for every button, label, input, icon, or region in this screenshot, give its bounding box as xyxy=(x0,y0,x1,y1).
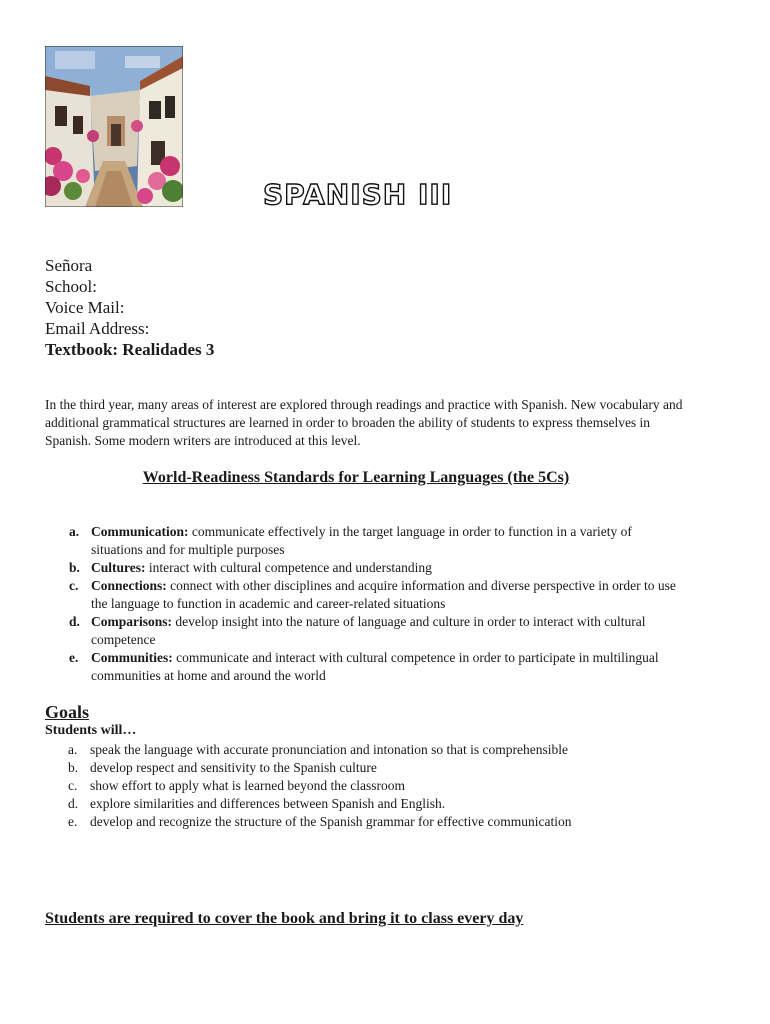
school-label: School: xyxy=(45,277,97,296)
goal-item xyxy=(45,813,725,831)
goal-marker: d. xyxy=(68,796,79,811)
standard-term: Connections: xyxy=(91,578,167,593)
standard-marker: c. xyxy=(69,578,79,593)
standard-term: Comparisons: xyxy=(91,614,173,629)
standard-item xyxy=(45,613,685,649)
goals-lead: Students will… xyxy=(45,723,137,738)
standard-term: Cultures: xyxy=(91,560,146,575)
goal-item xyxy=(45,759,725,777)
page-title: SPANISH III xyxy=(263,178,453,211)
goal-marker: e. xyxy=(68,814,78,829)
goal-marker: c. xyxy=(68,778,78,793)
goal-item xyxy=(45,741,725,759)
standard-marker: d. xyxy=(69,614,80,629)
standard-text: interact with cultural competence and understanding xyxy=(148,560,432,575)
goal-marker: a. xyxy=(68,742,78,757)
standard-marker: a. xyxy=(69,524,80,539)
standard-term: Communities: xyxy=(91,650,173,665)
cover-painting-image xyxy=(45,46,183,207)
standards-heading: World-Readiness Standards for Learning Languages (the 5Cs) xyxy=(142,469,570,486)
standard-item xyxy=(45,649,685,685)
standard-text: communicate effectively in the target language in order to function in a variety of situations and for multiple purposes xyxy=(91,524,632,557)
goals-heading: Goals xyxy=(45,702,90,722)
standard-item xyxy=(45,523,685,559)
senora-label: Señora xyxy=(45,256,93,275)
goal-marker: b. xyxy=(68,760,79,775)
standard-marker: e. xyxy=(69,650,79,665)
book-requirement-note: Students are required to cover the book and bring it to class every day xyxy=(45,910,524,927)
contact-block xyxy=(45,255,214,360)
standard-text: connect with other disciplines and acquire information and diverse perspective in order to use the language to function in academic and career-related situations xyxy=(91,578,676,611)
standard-term: Communication: xyxy=(91,524,189,539)
goal-text: speak the language with accurate pronunciation and intonation so that is comprehensible xyxy=(90,742,568,757)
goal-text: develop and recognize the structure of the Spanish grammar for effective communication xyxy=(90,814,572,829)
goal-item xyxy=(45,777,725,795)
goal-text: develop respect and sensitivity to the Spanish culture xyxy=(90,760,377,775)
voice-mail-label: Voice Mail: xyxy=(45,298,125,317)
goal-item xyxy=(45,795,725,813)
standard-item xyxy=(45,577,685,613)
standard-item xyxy=(45,559,685,577)
goal-text: show effort to apply what is learned beyond the classroom xyxy=(90,778,406,793)
standard-marker: b. xyxy=(69,560,80,575)
standard-text: develop insight into the nature of language and culture in order to interact with cultural competence xyxy=(91,614,646,647)
standards-list xyxy=(45,523,685,685)
textbook-label: Textbook: Realidades 3 xyxy=(45,340,215,359)
standard-text: communicate and interact with cultural competence in order to participate in multilingual communities at home and around the world xyxy=(91,650,659,683)
intro-paragraph: In the third year, many areas of interest are explored through readings and practice with Spanish. New vocabulary and additional grammatical structures are learned in order to broaden the ability of students to express themselves in Spanish. Some modern writers are introduced at this level. xyxy=(45,397,683,448)
goals-list xyxy=(45,741,725,831)
email-address-label: Email Address: xyxy=(45,319,150,338)
goal-text: explore similarities and differences between Spanish and English. xyxy=(90,796,446,811)
